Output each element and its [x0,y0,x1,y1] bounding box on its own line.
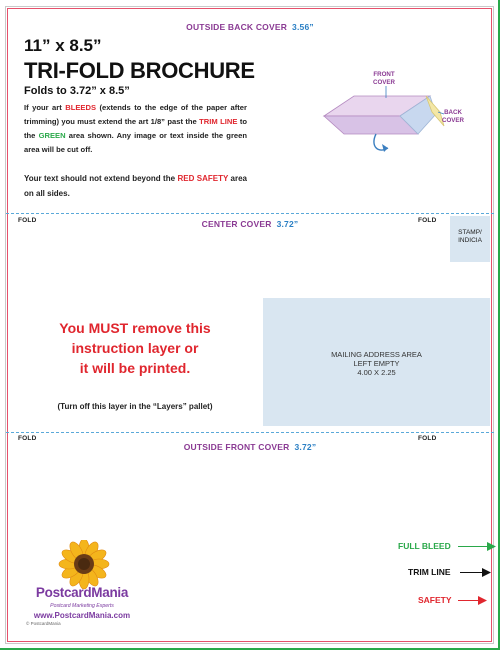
instructions-text-3: to the [24,117,248,140]
instructions-bleeds: BLEEDS [65,103,97,112]
stamp-label-line-2: INDICIA [458,237,482,244]
paper-size-heading: 11” x 8.5” [24,36,102,55]
legend-safety-line [458,600,480,601]
center-cover-label: CENTER COVER [201,219,272,229]
fold-label-bottom-right: FOLD [418,435,437,442]
center-cover-dimension: 3.72” [276,219,299,229]
warning-text-2: area on all sides. [24,174,248,198]
brand-url: www.PostcardMania.com [33,611,131,620]
mailing-address-label [263,350,490,377]
outside-front-cover-title [0,442,500,452]
layer-note: (Turn off this layer in the “Layers” pallet) [57,402,213,411]
stamp-indicia-label [450,229,490,245]
notice-line-2: instruction layer or [71,340,199,356]
legend-safety-label: SAFETY [418,595,452,605]
warning-text-1: Your text should not extend beyond the [24,174,178,183]
outside-front-cover-dimension: 3.72” [294,442,317,452]
instructions-text-2: (extends to the edge of the paper after trimming) you must extend the art 1/8” past the [24,103,247,126]
remove-layer-notice [10,318,260,378]
bleed-instructions [24,101,247,157]
instructions-trim-line: TRIM LINE [199,117,238,126]
fold-label-bottom-left: FOLD [18,435,37,442]
diagram-front-cover-label: FRONT COVER [372,71,395,86]
safety-arrow-icon [478,596,488,605]
legend-full-bleed-label: FULL BLEED [398,541,451,551]
brand-name: PostcardMania [35,585,129,600]
folds-to-subtitle: Folds to 3.72” x 8.5” [24,85,130,97]
outside-back-cover-title [0,22,500,32]
fold-line-bottom [6,432,494,433]
legend-trim-line-label: TRIM LINE [408,567,451,577]
fold-line-top [6,213,494,214]
notice-line-3: it will be printed. [79,360,191,376]
fold-diagram [318,68,478,160]
full-bleed-arrow-icon [487,542,497,551]
outside-back-cover-dimension: 3.56” [292,22,314,32]
center-cover-title [0,219,500,229]
fold-label-top-right: FOLD [418,217,437,224]
instructions-text-4: area shown. Any image or text inside the green area will be cut off. [24,131,247,154]
brand-copyright: © PostcardMania [26,621,61,626]
outside-back-cover-label: OUTSIDE BACK COVER [186,22,288,32]
mailing-label-line-1: MAILING ADDRESS AREA [331,350,422,359]
diagram-back-cover-label: BACK COVER [441,109,464,124]
instructions-green: GREEN [38,131,66,140]
warning-red-safety: RED SAFETY [177,174,229,183]
notice-line-1: You MUST remove this [59,320,211,336]
fold-label-top-left: FOLD [18,217,37,224]
mailing-label-line-3: 4.00 X 2.25 [357,368,396,377]
legend-trim-line-line [460,572,484,573]
brochure-title: TRI-FOLD BROCHURE [24,58,255,83]
safety-warning [24,171,247,201]
trim-line-arrow-icon [482,568,492,577]
outside-front-cover-label: OUTSIDE FRONT COVER [183,442,290,452]
stamp-label-line-1: STAMP/ [458,229,482,236]
legend-full-bleed-line [458,546,488,547]
instructions-text-1: If your art [24,103,66,112]
mailing-label-line-2: LEFT EMPTY [353,359,400,368]
brand-tagline: Postcard Marketing Experts [50,603,114,609]
